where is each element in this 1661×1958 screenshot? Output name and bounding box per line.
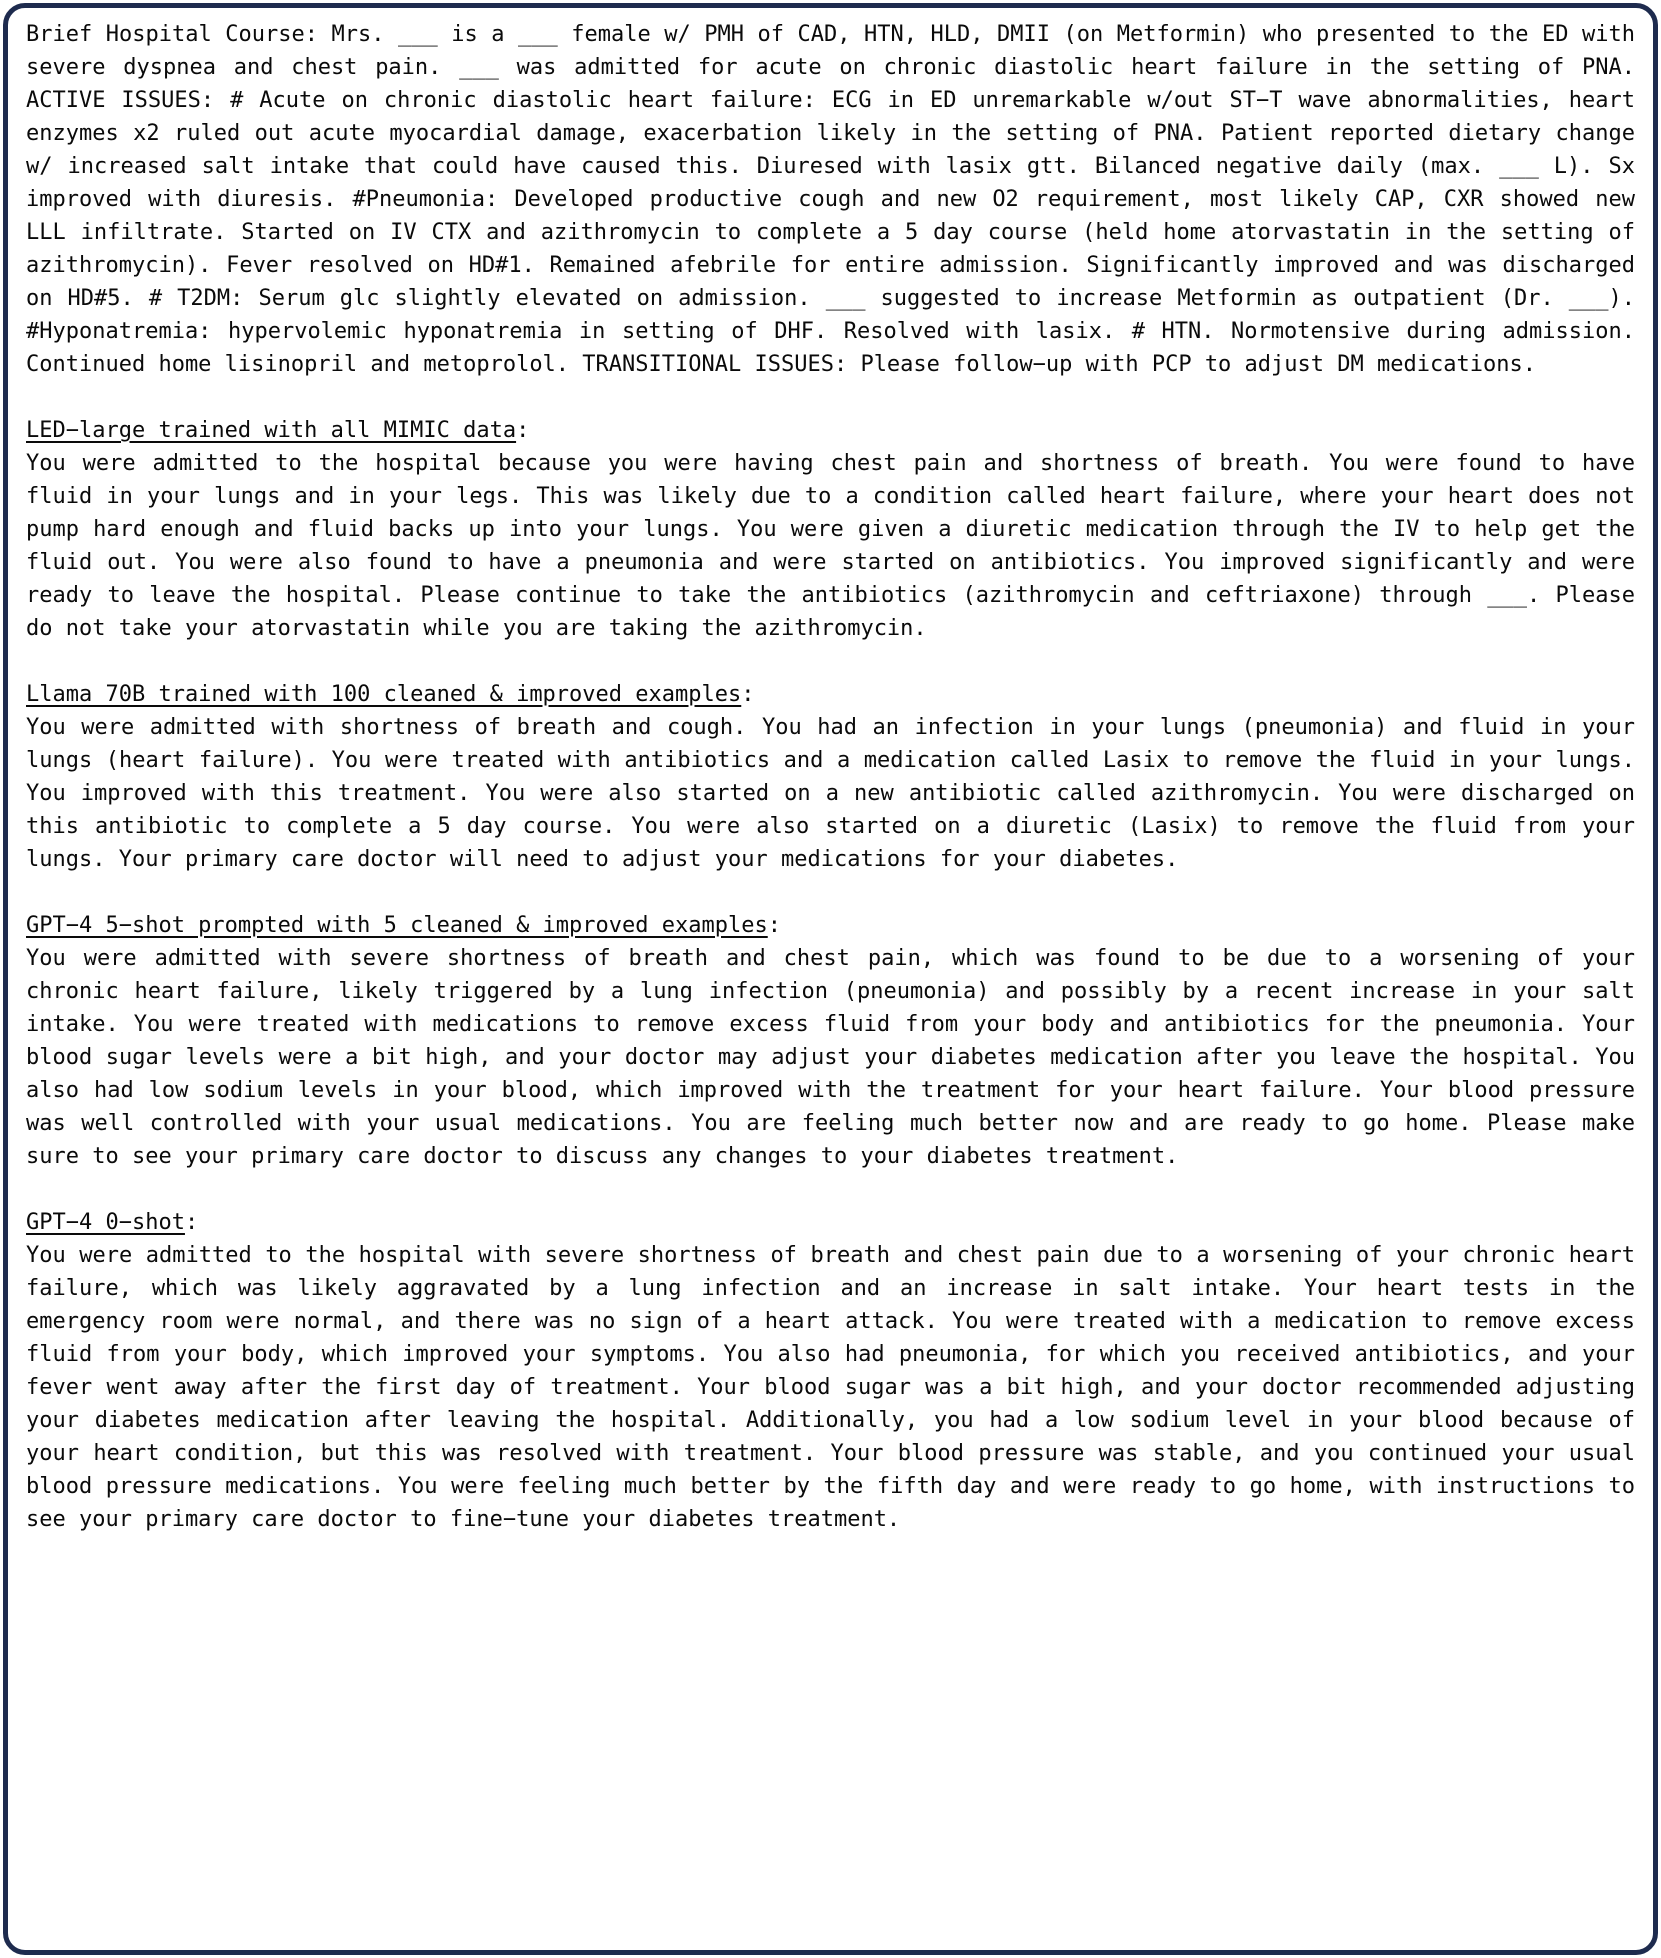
heading-colon: : xyxy=(516,418,530,443)
heading-colon: : xyxy=(741,682,755,707)
model-section-heading-gpt4-0shot-label: GPT−4 0−shot xyxy=(26,1210,185,1235)
model-section-heading-gpt4-0shot xyxy=(26,1206,1635,1239)
heading-colon: : xyxy=(184,1210,199,1235)
model-summary-llama-70b: You were admitted with shortness of breath and cough. You had an infection in your lungs (pneumonia) and fluid in your lungs (heart failure). You were treated with antibiotics and a medication called Lasix to remove the fluid in your lungs. You improved with this treatment. You were also started on a new antibiotic called azithromycin. You were discharged on this antibiotic to complete a 5 day course. You were also started on a diuretic (Lasix) to remove the fluid from your lungs. Your primary care doctor will need to adjust your medications for your diabetes. xyxy=(26,715,1635,872)
model-section-heading-gpt4-5shot xyxy=(26,909,1635,942)
hospital-course-figure xyxy=(3,3,1658,1955)
model-section-heading-gpt4-5shot-label: GPT−4 5−shot prompted with 5 cleaned & improved examples xyxy=(26,913,768,938)
model-summary-led-large: You were admitted to the hospital because you were having chest pain and shortness of breath. You were found to have fluid in your lungs and in your legs. This was likely due to a condition called heart failure, where your heart does not pump hard enough and fluid backs up into your lungs. You were given a diuretic medication through the IV to help get the fluid out. You were also found to have a pneumonia and were started on antibiotics. You improved significantly and were ready to leave the hospital. Please continue to take the antibiotics (azithromycin and ceftriaxone) through ___. Please do not take your atorvastatin while you are taking the azithromycin. xyxy=(26,451,1635,641)
model-section-heading-llama-70b xyxy=(26,678,1635,711)
heading-colon: : xyxy=(767,913,781,938)
brief-hospital-course-text: Brief Hospital Course: Mrs. ___ is a ___ female w/ PMH of CAD, HTN, HLD, DMII (on Metformin) who presented to the ED with severe dyspnea and chest pain. ___ was admitted for acute on chronic diastolic heart failure in the setting of PNA. ACTIVE ISSUES: # Acute on chronic diastolic heart failure: ECG in ED unremarkable w/out ST−T wave abnormalities, heart enzymes x2 ruled out acute myocardial damage, exacerbation likely in the setting of PNA. Patient reported dietary change w/ increased salt intake that could have caused this. Diuresed with lasix gtt. Bilanced negative daily (max. ___ L). Sx improved with diuresis. #Pneumonia: Developed productive cough and new O2 requirement, most likely CAP, CXR showed new LLL infiltrate. Started on IV CTX and azithromycin to complete a 5 day course (held home atorvastatin in the setting of azithromycin). Fever resolved on HD#1. Remained afebrile for entire admission. Significantly improved and was discharged on HD#5. # T2DM: Serum glc slightly elevated on admission. ___ suggested to increase Metformin as outpatient (Dr. ___). #Hyponatremia: hypervolemic hyponatremia in setting of DHF. Resolved with lasix. # HTN. Normotensive during admission. Continued home lisinopril and metoprolol. TRANSITIONAL ISSUES: Please follow−up with PCP to adjust DM medications. xyxy=(26,22,1635,377)
model-summary-gpt4-0shot: You were admitted to the hospital with severe shortness of breath and chest pain due to a worsening of your chronic heart failure, which was likely aggravated by a lung infection and an increase in salt intake. Your heart tests in the emergency room were normal, and there was no sign of a heart attack. You were treated with a medication to remove excess fluid from your body, which improved your symptoms. You also had pneumonia, for which you received antibiotics, and your fever went away after the first day of treatment. Your blood sugar was a bit high, and your doctor recommended adjusting your diabetes medication after leaving the hospital. Additionally, you had a low sodium level in your blood because of your heart condition, but this was resolved with treatment. Your blood pressure was stable, and you continued your usual blood pressure medications. You were feeling much better by the fifth day and were ready to go home, with instructions to see your primary care doctor to fine−tune your diabetes treatment. xyxy=(26,1243,1635,1532)
figure-text-block xyxy=(26,18,1635,1536)
model-section-heading-llama-70b-label: Llama 70B trained with 100 cleaned & improved examples xyxy=(26,682,742,707)
model-section-heading-led-large xyxy=(26,414,1635,447)
model-summary-gpt4-5shot: You were admitted with severe shortness of breath and chest pain, which was found to be due to a worsening of your chronic heart failure, likely triggered by a lung infection (pneumonia) and possibly by a recent increase in your salt intake. You were treated with medications to remove excess fluid from your body and antibiotics for the pneumonia. Your blood sugar levels were a bit high, and your doctor may adjust your diabetes medication after you leave the hospital. You also had low sodium levels in your blood, which improved with the treatment for your heart failure. Your blood pressure was well controlled with your usual medications. You are feeling much better now and are ready to go home. Please make sure to see your primary care doctor to discuss any changes to your diabetes treatment. xyxy=(26,946,1635,1169)
model-section-heading-led-large-label: LED−large trained with all MIMIC data xyxy=(26,418,517,443)
